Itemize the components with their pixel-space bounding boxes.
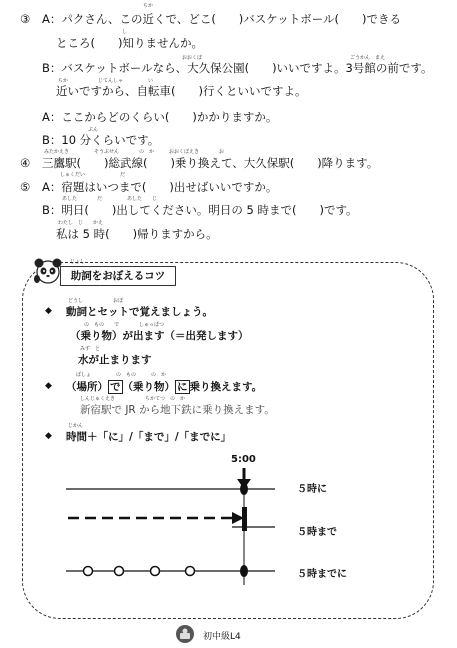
q3-b3-ruby: ぷん <box>88 127 99 133</box>
time-label: 5:00 <box>231 454 256 465</box>
q3-a-line3: A：ここからどのくらい( )かかりますか。 <box>42 110 278 124</box>
q3-b-line3: B：10 分くらいです。 <box>42 133 160 147</box>
row3-end-point <box>240 565 248 577</box>
tip2-ex-ruby: しんじゅくえき ちかてつ の か <box>80 396 186 402</box>
tip1-ex1-ruby: の もの で しゅっぱつ <box>84 322 165 328</box>
row3-label: ５時までに <box>297 569 347 580</box>
q3-a1-ruby: ちか <box>143 3 154 9</box>
row2-label: ５時まで <box>297 527 337 538</box>
bullet-3: ◆ <box>45 431 52 441</box>
bullet-1: ◆ <box>45 306 52 316</box>
row3-point <box>115 567 124 576</box>
row3-point <box>151 567 160 576</box>
row1-label: ５時に <box>297 484 327 495</box>
bullet-2: ◆ <box>45 381 52 391</box>
q4-sentence: 三鷹駅( )総武線( )乗り換えて、大久保駅( )降ります。 <box>42 156 379 170</box>
footer-label: 初中級L4 <box>203 632 241 642</box>
tip1-example1: （乗り物）が出ます（＝出発します） <box>70 330 249 342</box>
row3-point <box>84 567 93 576</box>
q3-a-line1: A：パクさん、この近くで、どこ( )バスケットボール( )できる <box>42 12 401 26</box>
q5-a-line1: A：宿題はいつまで( )出せばいいですか。 <box>42 180 278 194</box>
q3-a-line2: ところ( )知りませんか。 <box>56 36 203 50</box>
q4-number: ④ <box>20 156 31 170</box>
tip2-text: （場所） で （乗り物） に 乗り換えます。 <box>66 381 263 393</box>
tip1-ruby: どうし おぼ <box>68 298 124 304</box>
q3-b1-ruby1: おおくぼ <box>182 55 203 61</box>
q5-b-line1: B：明日( )出してください。明日の 5 時まで( )です。 <box>42 203 358 217</box>
tips-title-ruby: じょし <box>70 259 86 265</box>
q5-b1-ruby: あした だ あした じ <box>62 196 158 202</box>
q3-b-line1: B：バスケットボールなら、大久保公園( )いいですよ。3号館の前です。 <box>42 61 433 75</box>
q4-ruby: みたかえき そうぶせん の か おおくぼえき お <box>44 149 225 155</box>
tip1-example2: 水が止まります <box>78 354 152 366</box>
tips-title: 助詞をおぼえるコツ <box>60 266 176 286</box>
time-diagram <box>60 465 280 590</box>
tip2-example: 新宿駅で JR から地下鉄に乗り換えます。 <box>80 404 275 416</box>
tip1-text: 動詞とセットで覚えましょう。 <box>66 306 213 318</box>
footer-logo-icon <box>175 624 195 644</box>
q3-b1-ruby2: ごうかん まえ <box>350 55 386 61</box>
q5-b2-ruby: わたし じ かえ <box>58 220 104 226</box>
q3-number: ③ <box>20 12 31 26</box>
tip3-ruby: じかん <box>68 423 84 429</box>
q5-number: ⑤ <box>20 180 31 194</box>
row3-point <box>186 567 195 576</box>
tip3-text: 時間＋「に」/「まで」/「までに」 <box>66 431 232 443</box>
q3-b2-ruby: ちか じてんしゃ い <box>58 78 154 84</box>
q5-b-line2: 私は 5 時( )帰りますから。 <box>56 227 218 241</box>
q3-a2-ruby: し <box>122 29 128 35</box>
q5-a1-ruby: しゅくだい だ <box>60 172 126 178</box>
q3-b-line2: 近いですから、自転車( )行くといいですよ。 <box>56 84 307 98</box>
tip1-ex2-ruby: みず と <box>80 346 101 352</box>
tip2-ruby: ばしょ の もの の か <box>76 372 167 378</box>
